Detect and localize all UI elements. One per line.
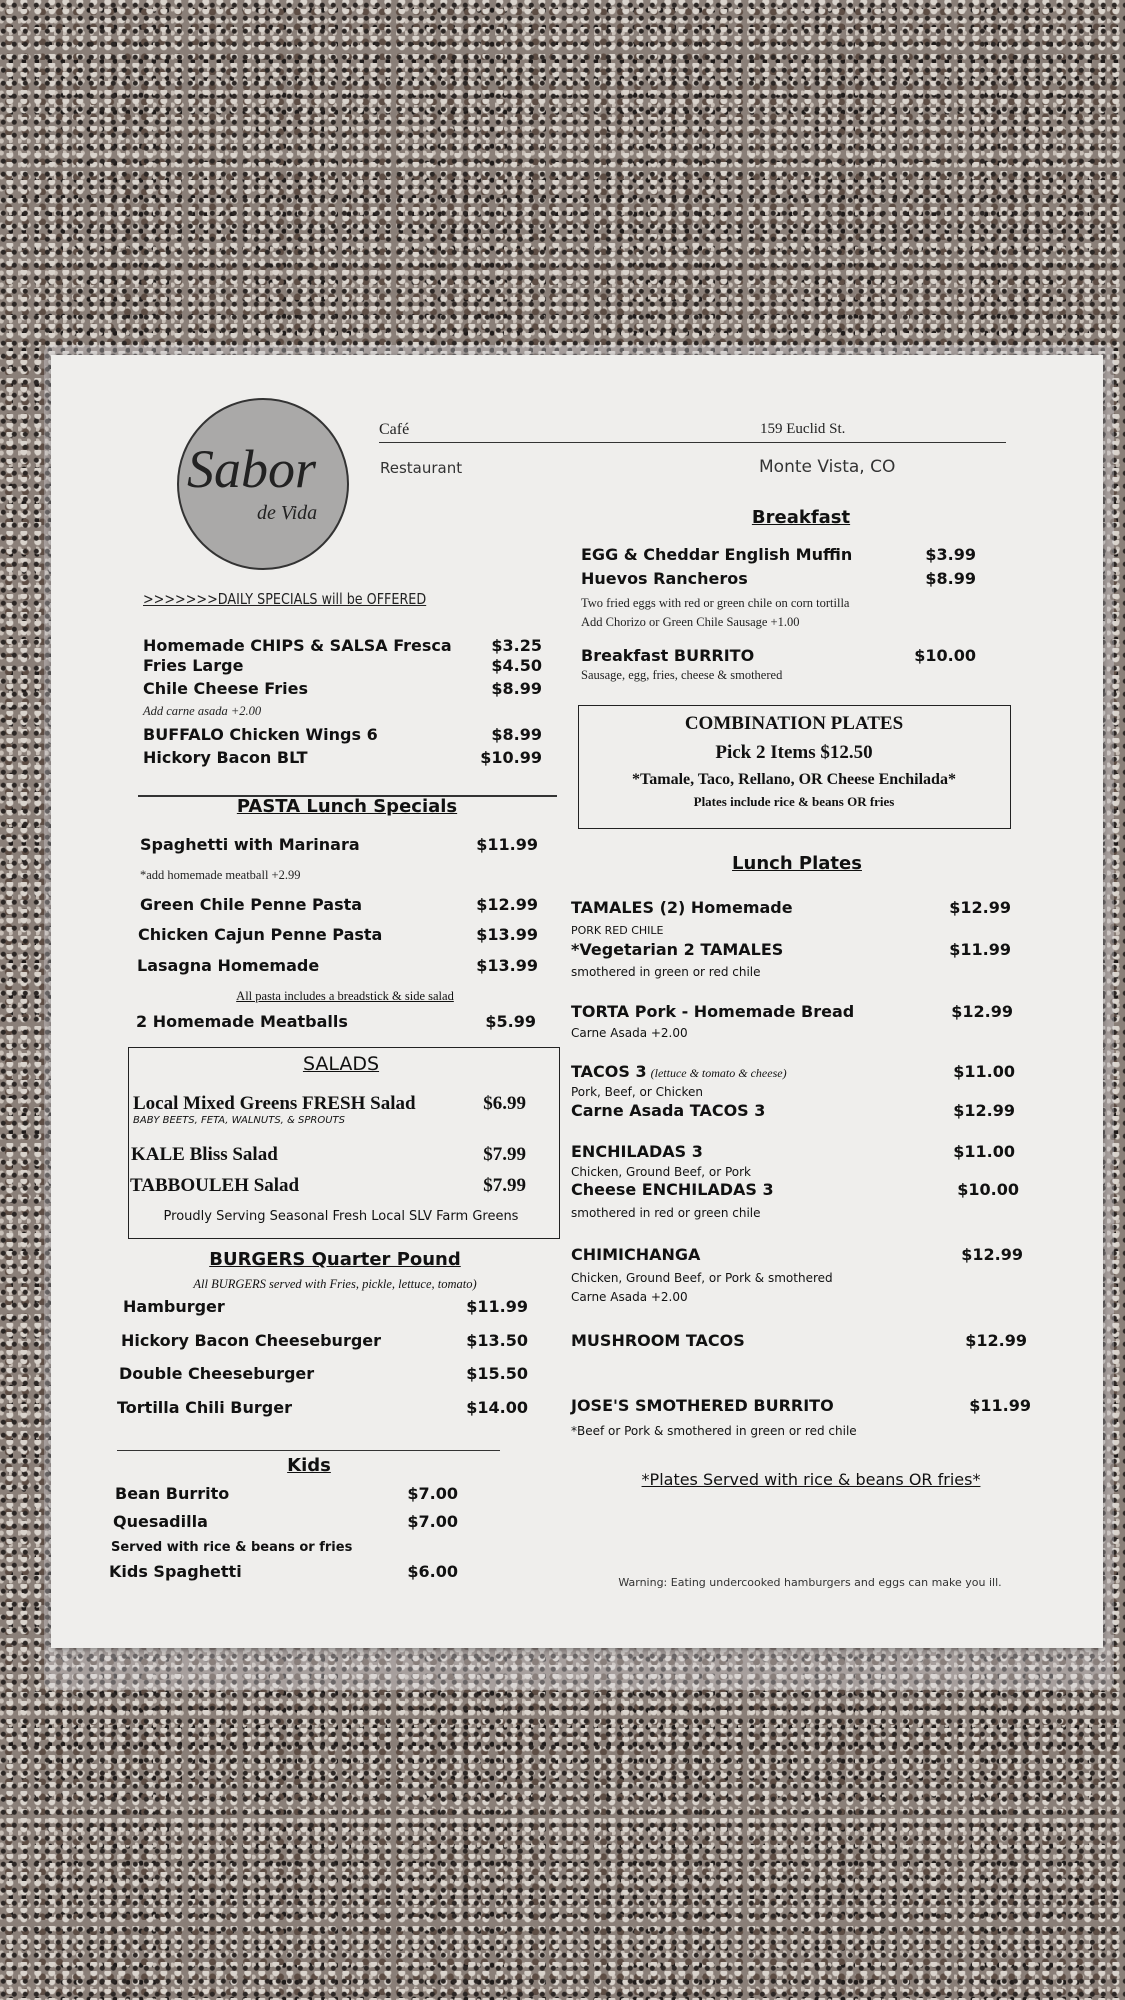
menu-item: Chicken Cajun Penne Pasta $13.99 bbox=[138, 925, 538, 944]
warning: Warning: Eating undercooked hamburgers and eggs can make you ill. bbox=[618, 1576, 1002, 1589]
menu-item: Carne Asada TACOS 3 $12.99 bbox=[571, 1101, 1015, 1120]
menu-item: Kids Spaghetti $6.00 bbox=[109, 1562, 458, 1581]
menu-item: Cheese ENCHILADAS 3 $10.00 bbox=[571, 1180, 1019, 1199]
item-description: Carne Asada +2.00 bbox=[571, 1026, 688, 1040]
item-description: Carne Asada +2.00 bbox=[571, 1290, 688, 1304]
menu-item: Bean Burrito $7.00 bbox=[115, 1484, 458, 1503]
item-note: *add homemade meatball +2.99 bbox=[140, 868, 301, 882]
menu-item: Spaghetti with Marinara $11.99 bbox=[140, 835, 538, 854]
menu-item: Breakfast BURRITO $10.00 bbox=[581, 646, 976, 665]
header-divider bbox=[379, 442, 1006, 443]
item-description: Two fried eggs with red or green chile on corn tortilla bbox=[581, 596, 850, 610]
menu-item: Tortilla Chili Burger $14.00 bbox=[117, 1398, 528, 1417]
item-description: smothered in green or red chile bbox=[571, 965, 761, 979]
menu-item: TACOS 3 (lettuce & tomato & cheese) $11.00 bbox=[571, 1062, 1015, 1081]
menu-item: Double Cheeseburger $15.50 bbox=[119, 1364, 528, 1383]
menu-item: Quesadilla $7.00 bbox=[113, 1512, 458, 1531]
menu-item: *Vegetarian 2 TAMALES $11.99 bbox=[571, 940, 1011, 959]
salads-footer: Proudly Serving Seasonal Fresh Local SLV Farm Greens bbox=[163, 1209, 519, 1224]
city: Monte Vista, CO bbox=[759, 457, 896, 477]
item-note: Add carne asada +2.00 bbox=[143, 704, 262, 718]
menu-item: Fries Large $4.50 bbox=[143, 656, 542, 675]
menu-item: Local Mixed Greens FRESH Salad $6.99 bbox=[133, 1093, 526, 1114]
kids-title: Kids bbox=[287, 1455, 331, 1476]
menu-item: KALE Bliss Salad $7.99 bbox=[131, 1144, 526, 1165]
menu-item: MUSHROOM TACOS $12.99 bbox=[571, 1331, 1027, 1350]
daily-specials-title: >>>>>>>DAILY SPECIALS will be OFFERED bbox=[143, 590, 427, 608]
lunch-title: Lunch Plates bbox=[732, 853, 862, 874]
menu-item: Hickory Bacon BLT $10.99 bbox=[143, 748, 542, 767]
menu-item: ENCHILADAS 3 $11.00 bbox=[571, 1142, 1015, 1161]
breakfast-title: Breakfast bbox=[751, 507, 851, 528]
item-description: Sausage, egg, fries, cheese & smothered bbox=[581, 668, 783, 682]
combo-options: *Tamale, Taco, Rellano, OR Cheese Enchilada* bbox=[632, 771, 956, 788]
cafe-label: Café bbox=[379, 421, 410, 438]
combo-note: Plates include rice & beans OR fries bbox=[693, 794, 895, 809]
menu-item: Lasagna Homemade $13.99 bbox=[137, 956, 538, 975]
menu-item: Hamburger $11.99 bbox=[123, 1297, 528, 1316]
menu-item: Homemade CHIPS & SALSA Fresca $3.25 bbox=[143, 636, 542, 655]
pasta-title: PASTA Lunch Specials bbox=[236, 796, 458, 817]
menu-item: Chile Cheese Fries $8.99 bbox=[143, 679, 542, 698]
menu-item: Hickory Bacon Cheeseburger $13.50 bbox=[121, 1331, 528, 1350]
menu-item: BUFFALO Chicken Wings 6 $8.99 bbox=[143, 725, 542, 744]
combo-pick: Pick 2 Items $12.50 bbox=[715, 742, 873, 763]
menu-item: TAMALES (2) Homemade $12.99 bbox=[571, 898, 1011, 917]
pasta-note: All pasta includes a breadstick & side salad bbox=[236, 989, 454, 1003]
item-description: PORK RED CHILE bbox=[571, 924, 664, 937]
address: 159 Euclid St. bbox=[760, 421, 846, 437]
menu-item: 2 Homemade Meatballs $5.99 bbox=[136, 1012, 536, 1031]
logo bbox=[177, 398, 349, 570]
menu-item: EGG & Cheddar English Muffin $3.99 bbox=[581, 545, 976, 564]
item-description: Chicken, Ground Beef, or Pork bbox=[571, 1165, 751, 1179]
lunch-footer: *Plates Served with rice & beans OR fries* bbox=[641, 1470, 981, 1489]
menu-item: CHIMICHANGA $12.99 bbox=[571, 1245, 1023, 1264]
menu-item: Huevos Rancheros $8.99 bbox=[581, 569, 976, 588]
kids-note: Served with rice & beans or fries bbox=[111, 1540, 353, 1555]
restaurant-label: Restaurant bbox=[380, 459, 463, 477]
logo-sub: de Vida bbox=[257, 502, 318, 524]
menu-item: JOSE'S SMOTHERED BURRITO $11.99 bbox=[571, 1396, 1031, 1415]
item-description: Add Chorizo or Green Chile Sausage +1.00 bbox=[581, 615, 800, 629]
menu-item: TABBOULEH Salad $7.99 bbox=[130, 1175, 526, 1196]
item-description: Pork, Beef, or Chicken bbox=[571, 1085, 704, 1099]
item-description: Chicken, Ground Beef, or Pork & smothered bbox=[571, 1271, 833, 1285]
logo-main: Sabor bbox=[187, 439, 317, 499]
combo-title: COMBINATION PLATES bbox=[684, 713, 904, 734]
salads-title: SALADS bbox=[302, 1053, 380, 1075]
item-description: smothered in red or green chile bbox=[571, 1206, 761, 1220]
menu-item: TORTA Pork - Homemade Bread $12.99 bbox=[571, 1002, 1013, 1021]
item-description: *Beef or Pork & smothered in green or red chile bbox=[571, 1424, 857, 1438]
item-description: BABY BEETS, FETA, WALNUTS, & SPROUTS bbox=[133, 1115, 345, 1126]
burgers-note: All BURGERS served with Fries, pickle, lettuce, tomato) bbox=[193, 1277, 477, 1291]
divider bbox=[117, 1450, 500, 1451]
menu-item: Green Chile Penne Pasta $12.99 bbox=[140, 895, 538, 914]
burgers-title: BURGERS Quarter Pound bbox=[209, 1249, 461, 1270]
